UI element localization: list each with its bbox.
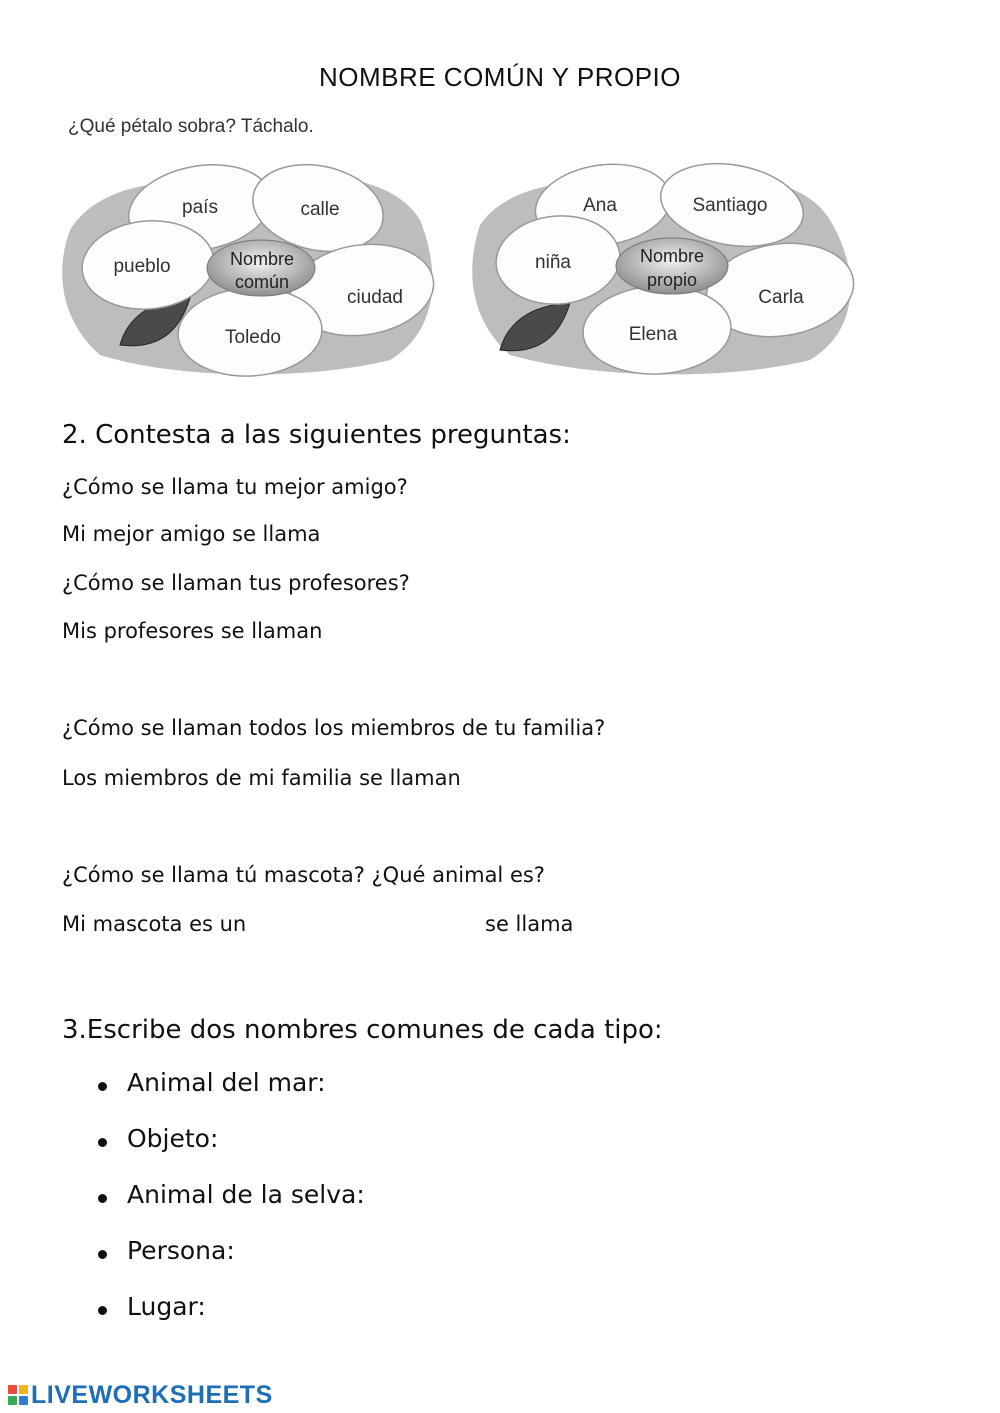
- bullet: [98, 1250, 107, 1259]
- center-label: Nombre: [639, 246, 705, 266]
- question-family: ¿Cómo se llaman todos los miembros de tu familia?: [62, 716, 606, 740]
- logo-block: [8, 1385, 17, 1394]
- center-label: Nombre: [229, 249, 295, 269]
- list-item: Animal de la selva:: [127, 1180, 365, 1209]
- logo-block: [19, 1385, 28, 1394]
- answer-best-friend: Mi mejor amigo se llama: [62, 522, 321, 546]
- answer-family: Los miembros de mi familia se llaman: [62, 766, 461, 790]
- logo-block: [19, 1396, 28, 1405]
- bullet: [98, 1194, 107, 1203]
- logo-text: LIVEWORKSHEETS: [31, 1380, 273, 1409]
- liveworksheets-logo: [8, 1380, 273, 1410]
- list-item: Objeto:: [127, 1124, 219, 1153]
- bullet: [98, 1138, 107, 1147]
- petal-label: Carla: [758, 287, 804, 308]
- petal-label: Toledo: [225, 327, 281, 348]
- center-label: común: [234, 272, 290, 292]
- list-item: Lugar:: [127, 1292, 206, 1321]
- question-best-friend: ¿Cómo se llama tu mejor amigo?: [62, 475, 408, 499]
- petal-label: calle: [300, 199, 340, 220]
- petal-label: Santiago: [692, 195, 768, 216]
- petal-label: ciudad: [347, 287, 403, 308]
- bullet: [98, 1082, 107, 1091]
- list-item: Persona:: [127, 1236, 235, 1265]
- answer-pet-name: se llama: [485, 912, 574, 936]
- petal-label: país: [182, 197, 218, 218]
- instruction: ¿Qué pétalo sobra? Táchalo.: [68, 116, 314, 137]
- petal-label: Ana: [583, 195, 617, 216]
- answer-pet-animal: Mi mascota es un: [62, 912, 247, 936]
- flowers-illustration: [60, 160, 870, 380]
- petal-label: Elena: [628, 324, 678, 345]
- section3-heading: 3.Escribe dos nombres comunes de cada tipo:: [62, 1015, 663, 1045]
- petal-label: pueblo: [113, 256, 171, 277]
- question-pet: ¿Cómo se llama tú mascota? ¿Qué animal es?: [62, 863, 545, 887]
- list-item: Animal del mar:: [127, 1068, 326, 1097]
- logo-icon: [8, 1385, 28, 1405]
- petal-label: niña: [535, 252, 571, 273]
- logo-block: [8, 1396, 17, 1405]
- flower-common: [62, 160, 439, 380]
- bullet: [98, 1306, 107, 1315]
- answer-teachers: Mis profesores se llaman: [62, 619, 323, 643]
- page-title: NOMBRE COMÚN Y PROPIO: [318, 62, 682, 92]
- question-teachers: ¿Cómo se llaman tus profesores?: [62, 571, 410, 595]
- section2-heading: 2. Contesta a las siguientes preguntas:: [62, 420, 571, 450]
- center-label: propio: [646, 270, 698, 290]
- flower-proper: [472, 160, 859, 378]
